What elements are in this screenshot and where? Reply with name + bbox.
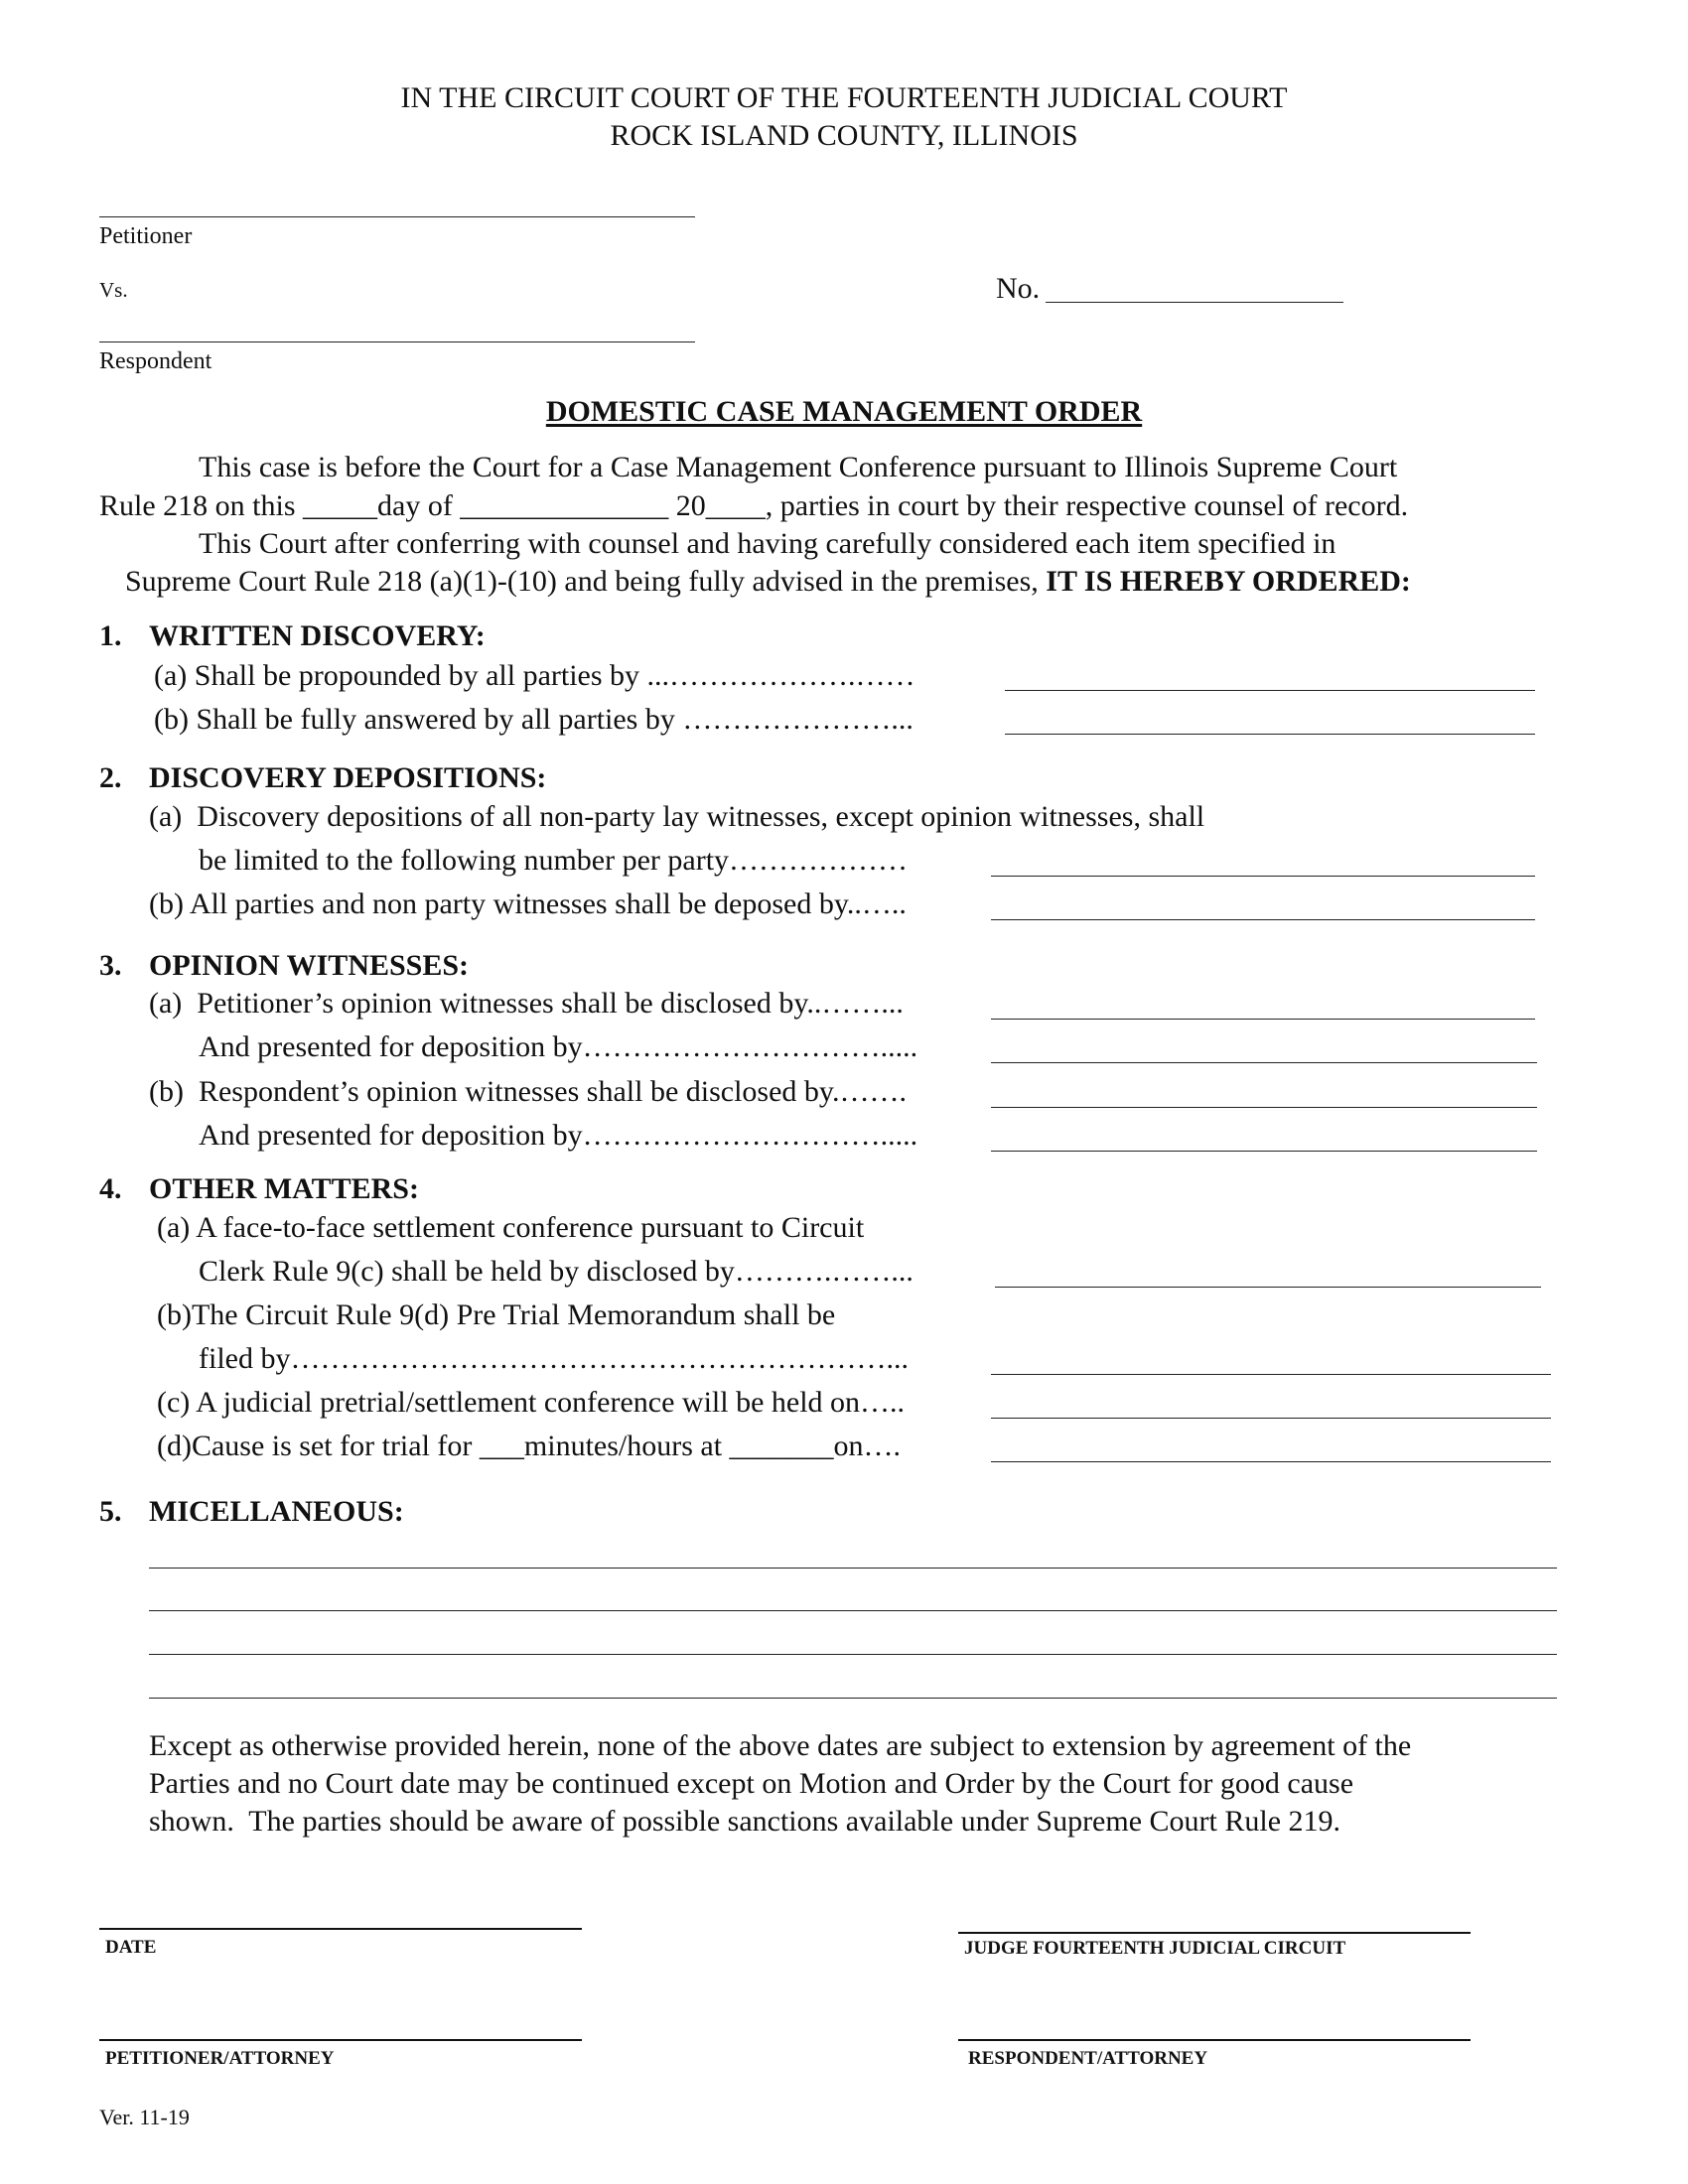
s2-item-b: (b) All parties and non party witnesses shall be deposed by..….. — [149, 887, 907, 920]
miscellaneous-line-2[interactable] — [149, 1610, 1557, 1611]
judge-signature-line[interactable] — [958, 1932, 1471, 1934]
closing-line-1: Except as otherwise provided herein, none of the above dates are subject to extension by agreement of the — [149, 1729, 1412, 1762]
intro-line-2: Rule 218 on this _____day of ______________ 20____, parties in court by their respective counsel of record. — [99, 489, 1409, 522]
s3-item-b-disclose-line[interactable] — [991, 1107, 1537, 1108]
intro-line-1: This case is before the Court for a Case Management Conference pursuant to Illinois Supreme Court — [199, 451, 1398, 483]
respondent-attorney-signature-line[interactable] — [958, 2039, 1471, 2041]
s2-item-b-answer-line[interactable] — [991, 919, 1535, 920]
s3-item-a-line2: And presented for deposition by…………………………..... — [199, 1030, 918, 1063]
miscellaneous-line-1[interactable] — [149, 1568, 1557, 1569]
s3-item-a-deposition-line[interactable] — [991, 1062, 1537, 1063]
case-number-label: No. — [996, 272, 1041, 305]
s3-item-a-line1: (a) Petitioner’s opinion witnesses shall be disclosed by..……... — [149, 987, 904, 1020]
s4-item-c: (c) A judicial pretrial/settlement conference will be held on….. — [157, 1386, 906, 1419]
miscellaneous-line-4[interactable] — [149, 1698, 1557, 1699]
intro-line-4: Supreme Court Rule 218 (a)(1)-(10) and being fully advised in the premises, IT IS HEREBY ORDERED: — [125, 565, 1411, 598]
versus-label: Vs. — [99, 278, 128, 302]
petitioner-name-line[interactable] — [99, 216, 695, 217]
s3-item-a-disclose-line[interactable] — [991, 1019, 1535, 1020]
county-name: ROCK ISLAND COUNTY, ILLINOIS — [610, 119, 1078, 152]
miscellaneous-line-3[interactable] — [149, 1654, 1557, 1655]
s4-item-c-answer-line[interactable] — [991, 1418, 1551, 1419]
date-signature-line[interactable] — [99, 1928, 582, 1930]
respondent-label: Respondent — [99, 348, 212, 374]
section-5-heading: MICELLANEOUS: — [149, 1495, 404, 1528]
s4-item-a-line1: (a) A face-to-face settlement conference pursuant to Circuit — [157, 1211, 865, 1244]
s2-item-a-answer-line[interactable] — [991, 876, 1535, 877]
petitioner-attorney-label: PETITIONER/ATTORNEY — [105, 2048, 335, 2069]
s3-item-b-line2: And presented for deposition by…………………………..... — [199, 1119, 918, 1152]
s4-item-b-line2: filed by……………………………………………………... — [199, 1342, 909, 1375]
s4-item-a-line2: Clerk Rule 9(c) shall be held by disclosed by……….……... — [199, 1255, 914, 1288]
s1-item-b-answer-line[interactable] — [1005, 734, 1535, 735]
document-title: DOMESTIC CASE MANAGEMENT ORDER — [545, 395, 1143, 428]
s3-item-b-deposition-line[interactable] — [991, 1151, 1537, 1152]
s4-item-b-answer-line[interactable] — [991, 1374, 1551, 1375]
s1-item-a-answer-line[interactable] — [1005, 690, 1535, 691]
s4-item-d-answer-line[interactable] — [991, 1461, 1551, 1462]
intro-line-3: This Court after conferring with counsel and having carefully considered each item specified in — [199, 527, 1336, 560]
respondent-attorney-label: RESPONDENT/ATTORNEY — [968, 2048, 1208, 2069]
petitioner-attorney-signature-line[interactable] — [99, 2039, 582, 2041]
section-4-number: 4. — [99, 1172, 122, 1205]
closing-line-3: shown. The parties should be aware of possible sanctions available under Supreme Court Rule 219. — [149, 1805, 1341, 1838]
s4-item-d: (d)Cause is set for trial for ___minutes/hours at _______on…. — [157, 1430, 902, 1462]
s4-item-a-answer-line[interactable] — [995, 1287, 1541, 1288]
section-3-number: 3. — [99, 949, 122, 982]
judge-label: JUDGE FOURTEENTH JUDICIAL CIRCUIT — [964, 1938, 1346, 1959]
form-version: Ver. 11-19 — [99, 2105, 190, 2129]
petitioner-label: Petitioner — [99, 223, 193, 249]
s3-item-b-line1: (b) Respondent’s opinion witnesses shall be disclosed by.……. — [149, 1075, 907, 1108]
s4-item-b-line1: (b)The Circuit Rule 9(d) Pre Trial Memorandum shall be — [157, 1298, 836, 1331]
case-number-line[interactable] — [1046, 302, 1343, 303]
respondent-name-line[interactable] — [99, 341, 695, 342]
section-2-heading: DISCOVERY DEPOSITIONS: — [149, 761, 547, 794]
s2-item-a-line2: be limited to the following number per party……………… — [199, 844, 909, 877]
s1-item-a: (a) Shall be propounded by all parties by ...……………….…… — [154, 659, 915, 692]
section-1-number: 1. — [99, 619, 122, 652]
closing-line-2: Parties and no Court date may be continued except on Motion and Order by the Court for good cause — [149, 1767, 1354, 1800]
section-4-heading: OTHER MATTERS: — [149, 1172, 419, 1205]
s2-item-a-line1: (a) Discovery depositions of all non-party lay witnesses, except opinion witnesses, shall — [149, 800, 1205, 833]
court-name: IN THE CIRCUIT COURT OF THE FOURTEENTH JUDICIAL COURT — [400, 81, 1288, 114]
s1-item-b: (b) Shall be fully answered by all parties by …………………... — [154, 703, 914, 736]
section-5-number: 5. — [99, 1495, 122, 1528]
section-3-heading: OPINION WITNESSES: — [149, 949, 470, 982]
section-2-number: 2. — [99, 761, 122, 794]
section-1-heading: WRITTEN DISCOVERY: — [149, 619, 486, 652]
date-label: DATE — [105, 1937, 157, 1958]
